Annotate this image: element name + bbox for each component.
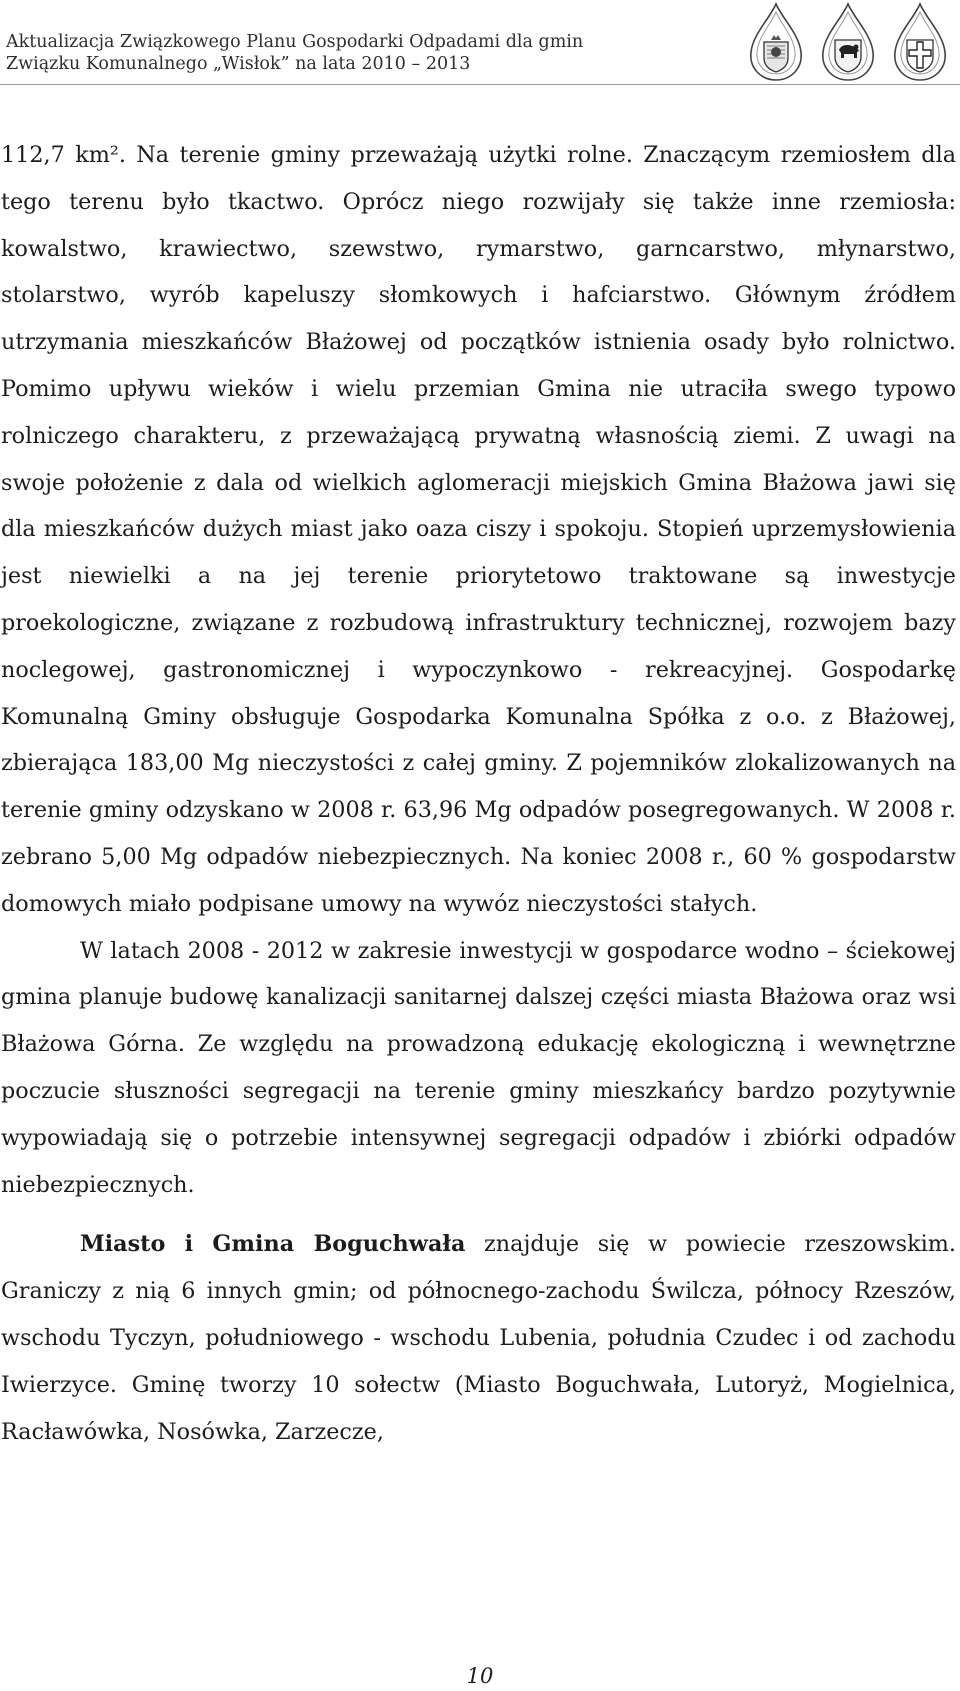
header-divider xyxy=(0,84,960,85)
document-title xyxy=(6,31,583,75)
municipal-logos xyxy=(745,2,960,82)
document-body xyxy=(1,132,956,1455)
paragraph-boguchwala xyxy=(1,1221,956,1455)
section-lead-boguchwala: Miasto i Gmina Boguchwała xyxy=(80,1231,466,1258)
paragraph-blazowa-investments: W latach 2008 - 2012 w zakresie inwestycji w gospodarce wodno – ściekowej gmina planuje budowę kanalizacji sanitarnej dalszej części miasta Błażowa oraz wsi Błażowa Górna. Ze względu na prowadzoną edukację ekologiczną i wewnętrzne poczucie słuszności segregacji na terenie gminy mieszkańcy bardzo pozytywnie wypowiadają się o potrzebie intensywnej segregacji odpadów i zbiórki odpadów niebezpiecznych. xyxy=(1,937,956,1198)
cross-shield-drop-logo xyxy=(889,2,951,82)
coat-of-arms-drop-logo xyxy=(745,2,807,82)
bear-shield-drop-logo xyxy=(817,2,879,82)
paragraph-blazowa-description: 112,7 km². Na terenie gminy przeważają użytki rolne. Znaczącym rzemiosłem dla tego terenu było tkactwo. Oprócz niego rozwijały się także inne rzemiosła: kowalstwo, krawiectwo, szewstwo, rymarstwo, garncarstwo, młynarstwo, stolarstwo, wyrób kapeluszy słomkowych i hafciarstwo. Głównym źródłem utrzymania mieszkańców Błażowej od początków istnienia osady było rolnictwo. Pomimo upływu wieków i wielu przemian Gmina nie utraciła swego typowo rolniczego charakteru, z przeważającą prywatną własnością ziemi. Z uwagi na swoje położenie z dala od wielkich aglomeracji miejskich Gmina Błażowa jawi się dla mieszkańców dużych miast jako oaza ciszy i spokoju. Stopień uprzemysłowienia jest niewielki a na jej terenie priorytetowo traktowane są inwestycje proekologiczne, związane z rozbudową infrastruktury technicznej, rozwojem bazy noclegowej, gastronomicznej i wypoczynkowo - rekreacyjnej. Gospodarkę Komunalną Gminy obsługuje Gospodarka Komunalna Spółka z o.o. z Błażowej, zbierająca 183,00 Mg nieczystości z całej gminy. Z pojemników zlokalizowanych na terenie gminy odzyskano w 2008 r. 63,96 Mg odpadów posegregowanych. W 2008 r. zebrano 5,00 Mg odpadów niebezpiecznych. Na koniec 2008 r., 60 % gospodarstw domowych miało podpisane umowy na wywóz nieczystości stałych. xyxy=(1,142,956,917)
document-title-line-2: Związku Komunalnego „Wisłok” na lata 2010 – 2013 xyxy=(6,54,471,74)
page-number: 10 xyxy=(466,1664,494,1688)
page-header xyxy=(0,0,960,92)
document-title-line-1: Aktualizacja Związkowego Planu Gospodarki Odpadami dla gmin xyxy=(6,32,584,52)
paragraph-boguchwala-text: znajduje się w powiecie rzeszowskim. Graniczy z nią 6 innych gmin; od północnego-zachodu Świlcza, północy Rzeszów, wschodu Tyczyn, południowego - wschodu Lubenia, południa Czudec i od zachodu Iwierzyce. Gminę tworzy 10 sołectw (Miasto Boguchwała, Lutoryż, Mogielnica, Racławówka, Nosówka, Zarzecze, xyxy=(1,1231,956,1445)
